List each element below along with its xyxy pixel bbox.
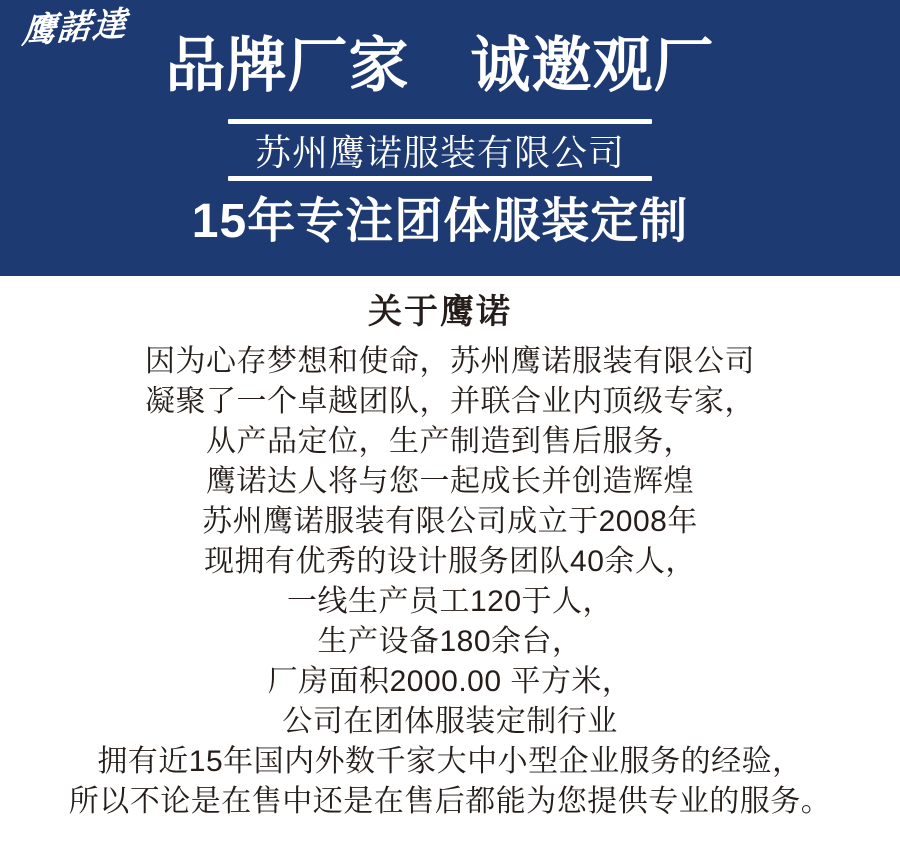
about-line: 生产设备180余台， (317, 625, 583, 658)
about-body (10, 342, 890, 822)
main-title: 品牌厂家 诚邀观厂 (165, 32, 715, 99)
about-line: 因为心存梦想和使命，苏州鹰诺服装有限公司 (145, 345, 755, 378)
about-line: 所以不论是在售中还是在售后都能为您提供专业的服务。 (68, 785, 832, 818)
header-text-stack (0, 0, 880, 252)
about-title: 关于鹰诺 (368, 293, 512, 331)
about-line: 苏州鹰诺服装有限公司成立于2008年 (202, 505, 698, 538)
company-name: 苏州鹰诺服装有限公司 (254, 132, 625, 173)
about-line: 厂房面积2000.00 平方米， (267, 665, 633, 698)
about-line: 公司在团体服装定制行业 (282, 705, 618, 738)
about-line: 拥有近15年国内外数千家大中小型企业服务的经验， (97, 745, 803, 778)
about-line: 鹰诺达人将与您一起成长并创造辉煌 (206, 465, 694, 498)
about-line: 从产品定位，生产制造到售后服务， (206, 425, 694, 458)
divider-line-bottom (228, 176, 652, 181)
header-banner (0, 0, 900, 276)
divider-line-top (228, 119, 652, 124)
about-line: 一线生产员工120于人， (286, 585, 614, 618)
about-section (0, 276, 900, 822)
about-line: 现拥有优秀的设计服务团队40余人， (204, 545, 696, 578)
tagline: 15年专注团体服装定制 (191, 195, 689, 248)
brand-logo: 鹰諾達 (20, 4, 129, 52)
about-line: 凝聚了一个卓越团队，并联合业内顶级专家， (145, 385, 755, 418)
